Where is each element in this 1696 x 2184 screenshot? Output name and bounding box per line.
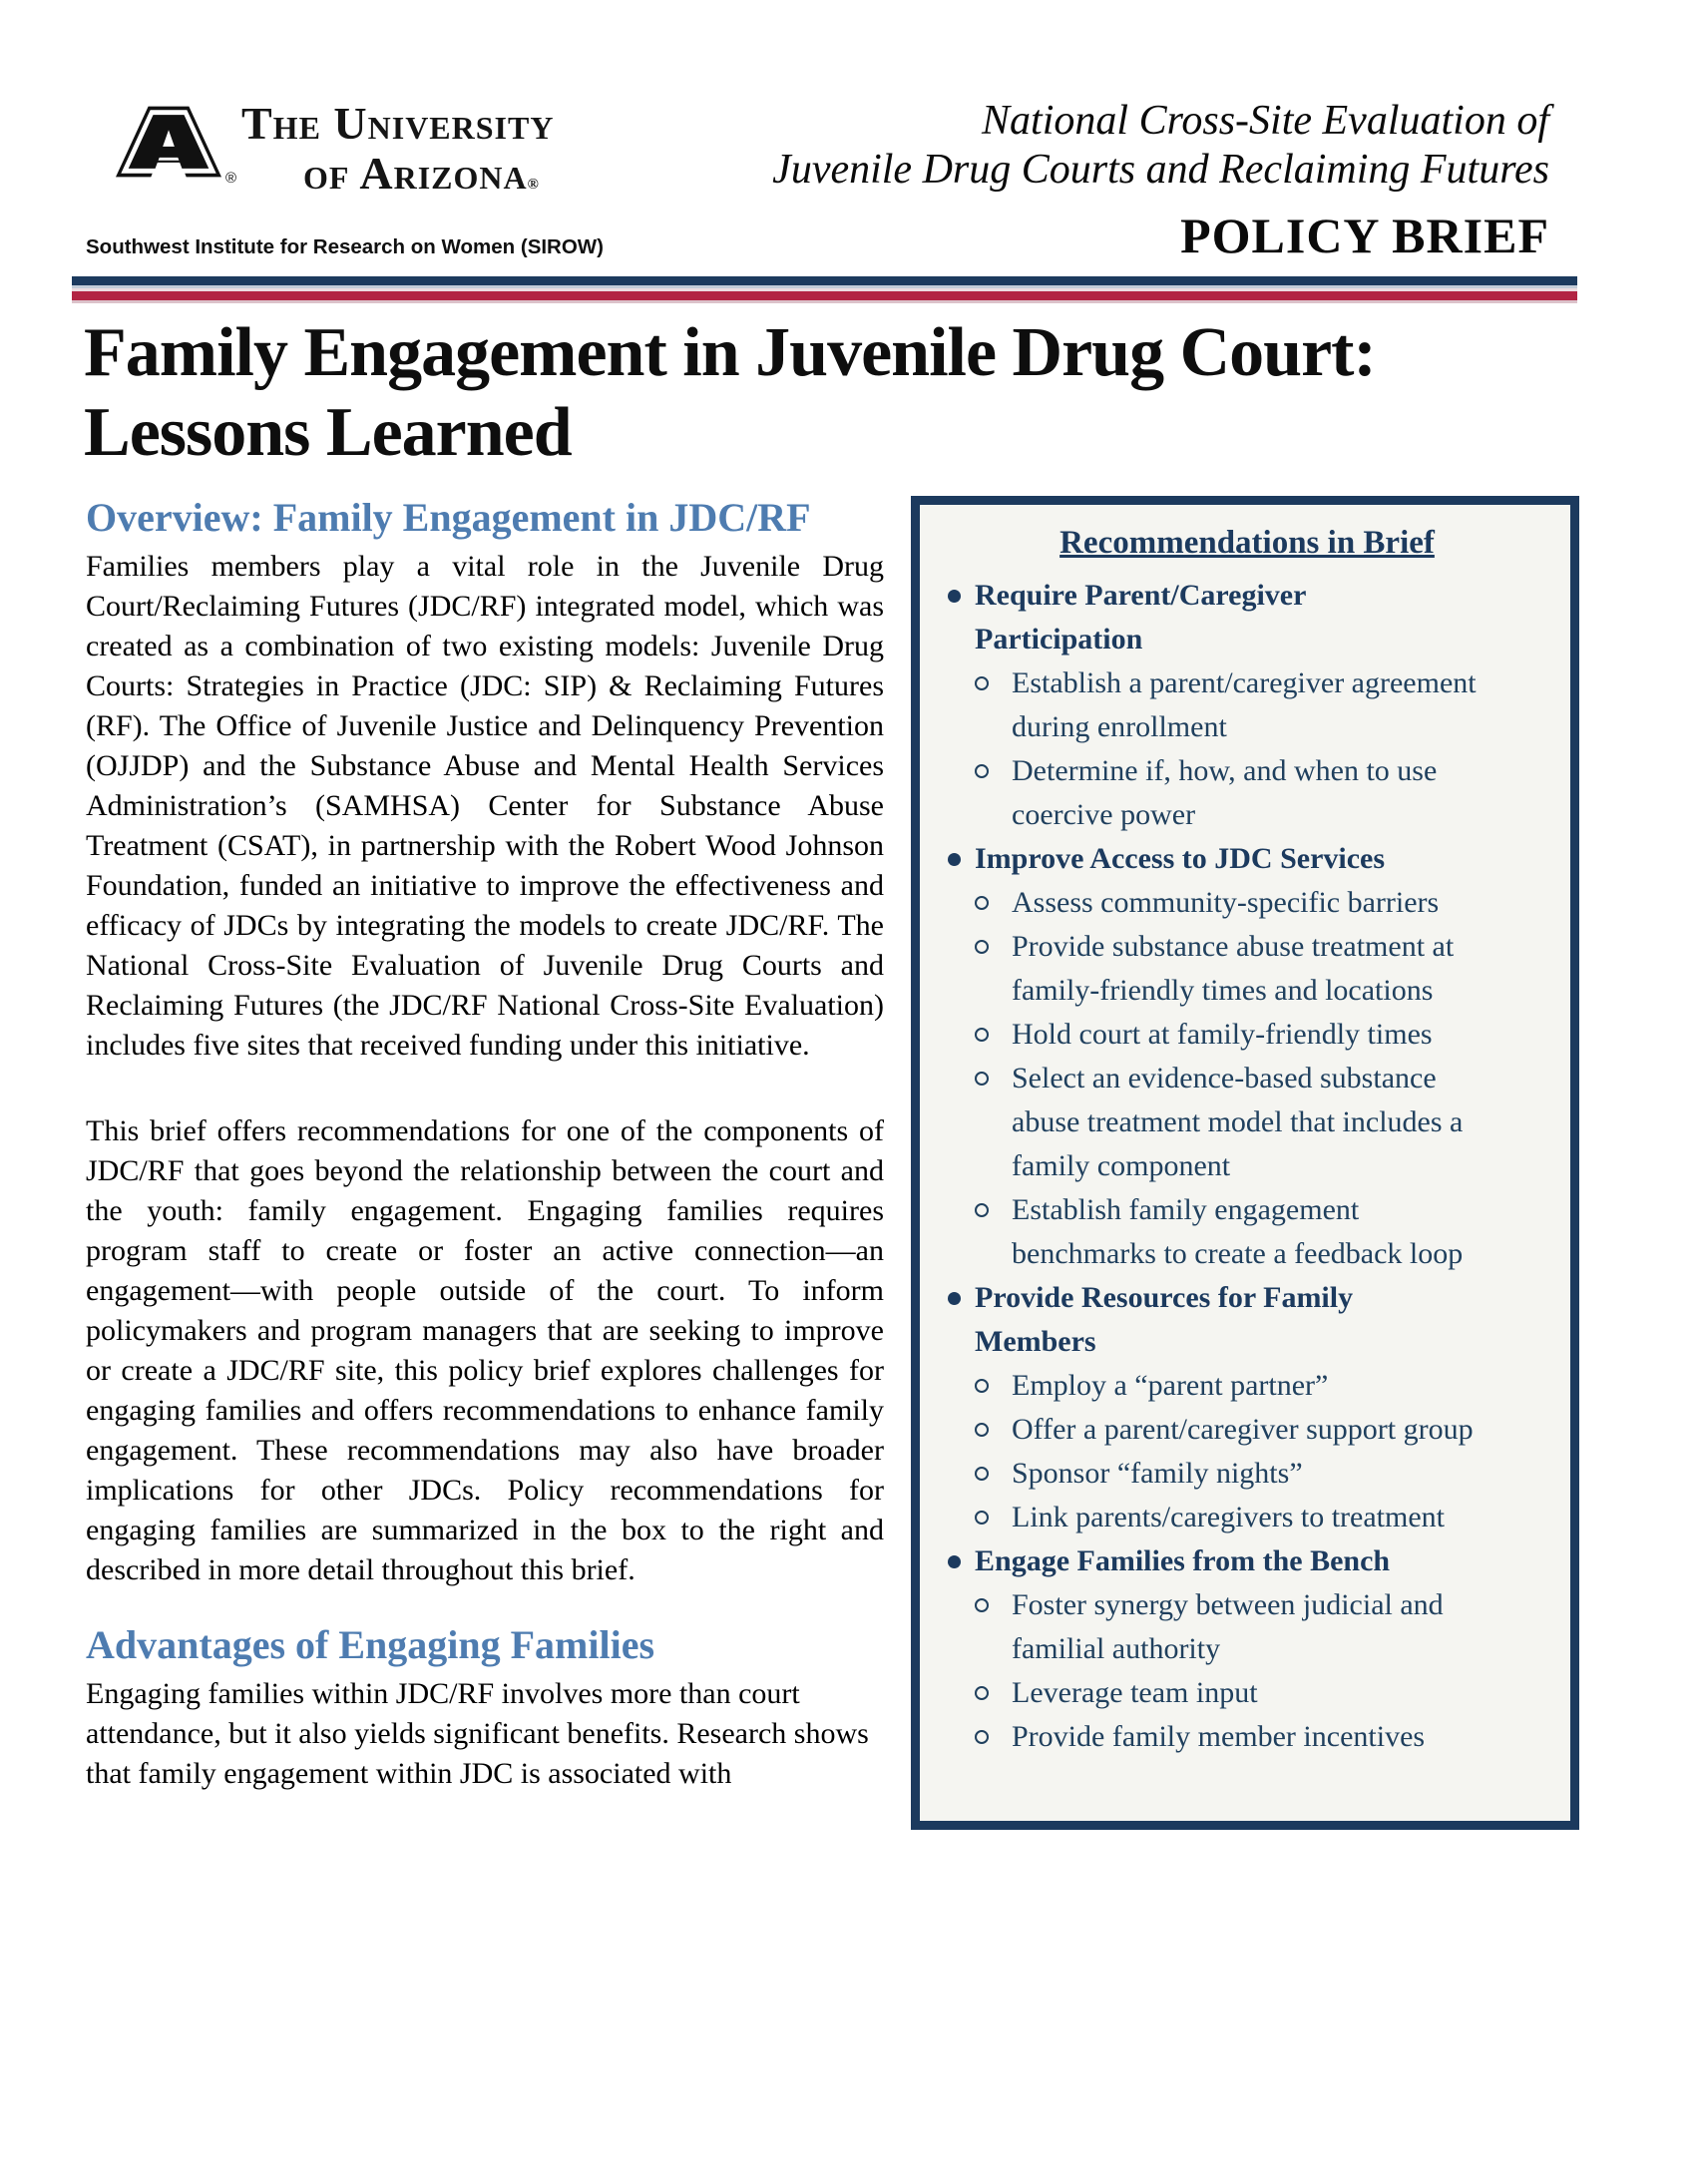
page-title	[84, 313, 1376, 473]
circle-bullet-icon	[975, 1686, 989, 1700]
logo-wordmark-line2-text: of Arizona	[303, 148, 528, 199]
header-rule-navy	[72, 276, 1577, 285]
recommendation-label	[948, 1539, 1546, 1583]
header-rule-red	[72, 291, 1577, 300]
recommendations-box	[911, 496, 1579, 1830]
recommendation-subitem-text: Link parents/caregivers to treatment	[1012, 1501, 1445, 1533]
bullet-icon	[948, 590, 961, 603]
university-logo	[116, 97, 221, 187]
recommendation-subitem-text: Provide family member incentives	[1012, 1720, 1426, 1753]
circle-bullet-icon	[975, 1598, 989, 1612]
paragraph: Engaging families within JDC/RF involves more than court attendance, but it also yields significant benefits. Research shows that family engagement within JDC is associated with	[86, 1677, 869, 1790]
recommendation-group	[948, 574, 1546, 837]
circle-bullet-icon	[975, 1730, 989, 1744]
recommendation-subitem	[975, 881, 1546, 925]
circle-bullet-icon	[975, 940, 989, 954]
recommendation-subitem	[975, 1408, 1546, 1452]
circle-bullet-icon	[975, 1028, 989, 1042]
paragraph: This brief offers recommendations for one of the components of JDC/RF that goes beyond the relationship between the court and the youth: family engagement. Engaging families requires program staff to create or foster an active connection—an engagement—with people outside of the court. To inform policymakers and program managers that are seeking to improve or create a JDC/RF site, this policy brief explores challenges for engaging families and offers recommendations to enhance family engagement. These recommendations may also have broader implications for other JDCs. Policy recommendations for engaging families are summarized in the box to the right and described in more detail throughout this brief.	[86, 1114, 884, 1586]
recommendation-label-text: Engage Families from the Bench	[975, 1544, 1391, 1577]
recommendation-label	[948, 574, 1546, 661]
recommendation-subitem	[975, 1364, 1546, 1408]
recommendation-subitem-text: Provide substance abuse treatment at family-friendly times and locations	[1012, 930, 1455, 1007]
registered-mark-icon: ®	[225, 170, 237, 187]
recommendation-subitem-text: Determine if, how, and when to use coercive power	[1012, 754, 1438, 831]
page-title-line2: Lessons Learned	[84, 394, 572, 471]
bullet-icon	[948, 1555, 961, 1568]
section-heading: Overview: Family Engagement in JDC/RF	[86, 495, 811, 540]
recommendation-subitem	[975, 1715, 1546, 1759]
recommendation-subitem-text: Select an evidence-based substance abuse treatment model that includes a family component	[1012, 1062, 1464, 1182]
recommendation-subitem-text: Sponsor “family nights”	[1012, 1457, 1303, 1490]
circle-bullet-icon	[975, 676, 989, 690]
circle-bullet-icon	[975, 764, 989, 778]
page-title-line1: Family Engagement in Juvenile Drug Court:	[84, 314, 1376, 391]
bullet-icon	[948, 853, 961, 866]
recommendation-subitem-text: Offer a parent/caregiver support group	[1012, 1413, 1474, 1446]
evaluation-title-line1: National Cross-Site Evaluation of	[982, 98, 1549, 144]
circle-bullet-icon	[975, 1423, 989, 1437]
recommendation-subitem-text: Assess community-specific barriers	[1012, 886, 1440, 919]
block-a-icon	[116, 97, 221, 187]
recommendation-label-text: Improve Access to JDC Services	[975, 842, 1386, 875]
recommendation-subitem-text: Foster synergy between judicial and familial authority	[1012, 1588, 1444, 1665]
recommendation-subitem	[975, 661, 1546, 749]
circle-bullet-icon	[975, 1467, 989, 1481]
section-advantages	[86, 1624, 884, 1794]
paragraph: Families members play a vital role in the Juvenile Drug Court/Reclaiming Futures (JDC/RF) integrated model, which was created as a combination of two existing models: Juvenile Drug Courts: Strategies in Practice (JDC: SIP) & Reclaiming Futures (RF). The Office of Juvenile Justice and Delinquency Prevention (OJJDP) and the Substance Abuse and Mental Health Services Administration’s (SAMHSA) Center for Substance Abuse Treatment (CSAT), in partnership with the Robert Wood Johnson Foundation, funded an initiative to improve the effectiveness and efficacy of JDCs by integrating the models to create JDC/RF. The National Cross-Site Evaluation of Juvenile Drug Courts and Reclaiming Futures (the JDC/RF National Cross-Site Evaluation) includes five sites that received funding under this initiative.	[86, 550, 884, 1062]
recommendation-label-text: Provide Resources for Family Members	[975, 1281, 1354, 1358]
body-column	[86, 497, 884, 1794]
logo-wordmark-line1: The University	[241, 98, 555, 149]
logo-wordmark	[241, 99, 554, 210]
recommendation-subitem	[975, 1057, 1546, 1188]
doc-type-label: POLICY BRIEF	[1180, 208, 1549, 263]
recommendation-subitem	[975, 1496, 1546, 1539]
evaluation-title	[772, 97, 1549, 195]
circle-bullet-icon	[975, 1203, 989, 1217]
recommendation-subitem-text: Establish family engagement benchmarks to create a feedback loop	[1012, 1193, 1464, 1270]
registered-mark-icon: ®	[527, 177, 540, 193]
org-name: Southwest Institute for Research on Women (SIROW)	[86, 235, 604, 258]
recommendation-subitem	[975, 925, 1546, 1013]
recommendation-subitem-text: Hold court at family-friendly times	[1012, 1018, 1433, 1051]
recommendation-label	[948, 1276, 1546, 1364]
logo-wordmark-line2	[241, 149, 554, 210]
recommendation-group	[948, 837, 1546, 1276]
circle-bullet-icon	[975, 1511, 989, 1525]
recommendation-subitem	[975, 1452, 1546, 1496]
circle-bullet-icon	[975, 1379, 989, 1393]
recommendation-subitem	[975, 749, 1546, 837]
section-heading: Advantages of Engaging Families	[86, 1622, 655, 1667]
recommendation-group	[948, 1539, 1546, 1759]
recommendation-subitem-text: Leverage team input	[1012, 1676, 1258, 1709]
circle-bullet-icon	[975, 1072, 989, 1086]
recommendations-title: Recommendations in Brief	[1060, 525, 1435, 561]
recommendation-subitem	[975, 1583, 1546, 1671]
recommendation-group	[948, 1276, 1546, 1539]
evaluation-title-line2: Juvenile Drug Courts and Reclaiming Futures	[772, 147, 1549, 193]
recommendation-subitem-text: Establish a parent/caregiver agreement during enrollment	[1012, 666, 1477, 743]
bullet-icon	[948, 1292, 961, 1305]
recommendation-subitem	[975, 1013, 1546, 1057]
section-overview	[86, 497, 884, 1590]
recommendation-subitem-text: Employ a “parent partner”	[1012, 1369, 1329, 1402]
circle-bullet-icon	[975, 896, 989, 910]
recommendation-subitem	[975, 1188, 1546, 1276]
recommendation-subitem	[975, 1671, 1546, 1715]
recommendation-label-text: Require Parent/Caregiver Participation	[975, 579, 1306, 655]
recommendation-label	[948, 837, 1546, 881]
